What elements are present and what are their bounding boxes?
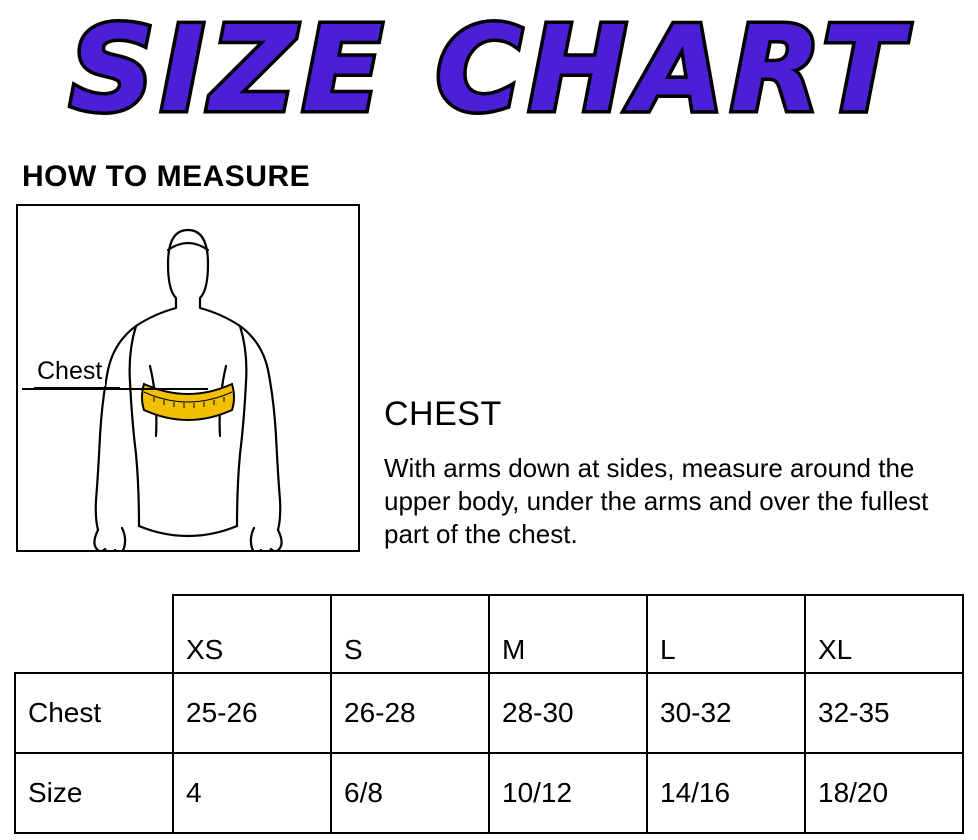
table-cell: 32-35 xyxy=(805,673,963,753)
page-title: SIZE CHART xyxy=(69,0,909,138)
table-row xyxy=(15,673,963,753)
table-cell: 30-32 xyxy=(647,673,805,753)
page-title-block xyxy=(0,0,978,144)
table-cell: 28-30 xyxy=(489,673,647,753)
table-cell: 6/8 xyxy=(331,753,489,833)
table-column-header: S xyxy=(331,595,489,673)
table-corner-cell xyxy=(15,595,173,673)
chest-callout-underline xyxy=(34,387,120,389)
table-column-header: L xyxy=(647,595,805,673)
table-cell: 25-26 xyxy=(173,673,331,753)
chest-callout-label: Chest xyxy=(34,357,105,386)
table-cell: 14/16 xyxy=(647,753,805,833)
table-cell: 26-28 xyxy=(331,673,489,753)
table-header-row xyxy=(15,595,963,673)
table-row xyxy=(15,753,963,833)
table-column-header: XS xyxy=(173,595,331,673)
table-cell: 10/12 xyxy=(489,753,647,833)
description-heading: CHEST xyxy=(384,395,502,433)
how-to-measure-heading: HOW TO MEASURE xyxy=(22,160,311,193)
table-cell: 18/20 xyxy=(805,753,963,833)
table-row-label: Size xyxy=(15,753,173,833)
size-chart-table xyxy=(14,594,964,834)
description-body: With arms down at sides, measure around the upper body, under the arms and over the fullest part of the chest. xyxy=(384,453,929,549)
table-column-header: XL xyxy=(805,595,963,673)
table-cell: 4 xyxy=(173,753,331,833)
table-column-header: M xyxy=(489,595,647,673)
table-row-label: Chest xyxy=(15,673,173,753)
